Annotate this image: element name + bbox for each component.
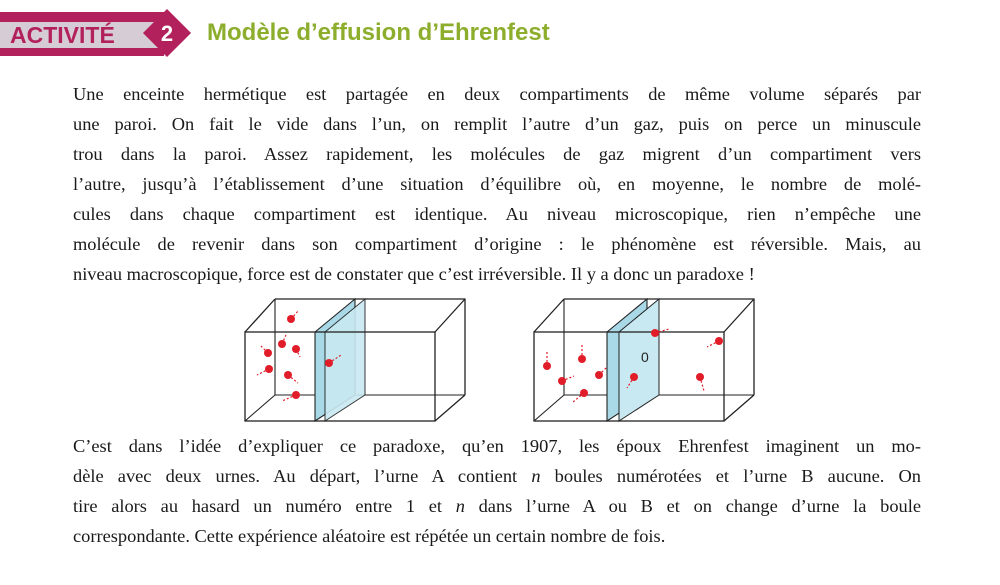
paragraph-line: Une enceinte hermétique est partagée en deux compartiments de même volume séparés par: [73, 84, 921, 104]
paragraph-line: une paroi. On fait le vide dans l’un, on remplit l’autre d’un gaz, puis on perce un minuscule: [73, 114, 921, 134]
paragraph-line: [73, 491, 921, 521]
paragraph-line: trou dans la paroi. Assez rapidement, les molécules de gaz migrent d’un compartiment vers: [73, 144, 921, 164]
paragraph-line: molécule de revenir dans son compartiment d’origine : le phénomène est réversible. Mais, au: [73, 234, 921, 254]
activity-header: [0, 12, 1000, 64]
paragraph-line: C’est dans l’idée d’expliquer ce paradoxe, qu’en 1907, les époux Ehrenfest imaginent un mo-: [73, 436, 921, 456]
wall-hole-label: 0: [641, 349, 649, 365]
text-run: tire alors au hasard un numéro entre 1 et: [73, 496, 456, 516]
variable-n: n: [455, 496, 465, 516]
intro-paragraph: [73, 79, 921, 289]
paragraph-line: [73, 461, 921, 491]
text-run: dèle avec deux urnes. Au départ, l’urne A contient: [73, 466, 532, 486]
paragraph-line: niveau macroscopique, force est de constater que c’est irréversible. Il y a donc un paradoxe !: [73, 264, 755, 284]
model-paragraph: [73, 431, 921, 551]
paragraph-line: correspondante. Cette expérience aléatoire est répétée un certain nombre de fois.: [73, 526, 666, 546]
left-box-diagram: [240, 297, 470, 425]
text-run: dans l’urne A ou B et on change d’urne la boule: [464, 496, 921, 516]
paragraph-line: cules dans chaque compartiment est identique. Au niveau microscopique, rien n’empêche une: [73, 204, 921, 224]
text-run: boules numérotées et l’urne B aucune. On: [540, 466, 921, 486]
activity-label: ACTIVITÉ: [10, 22, 115, 48]
effusion-figures: [240, 297, 760, 427]
activity-number: 2: [160, 21, 174, 46]
activity-title: Modèle d’effusion d’Ehrenfest: [207, 19, 550, 46]
paragraph-line: l’autre, jusqu’à l’établissement d’une situation d’équilibre où, en moyenne, le nombre de molé-: [73, 174, 921, 194]
variable-n: n: [531, 466, 541, 486]
right-box-diagram: [529, 297, 759, 425]
